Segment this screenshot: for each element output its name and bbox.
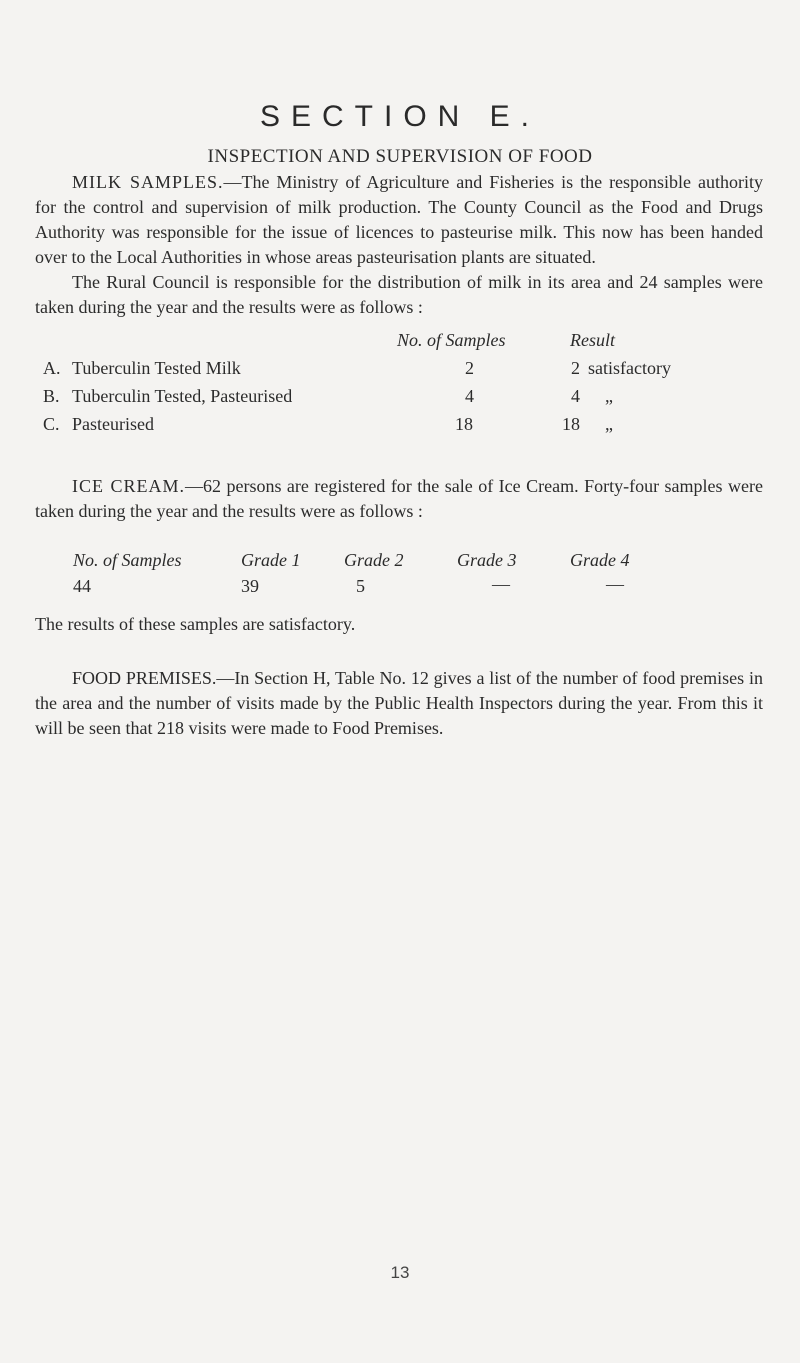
milk-samples-paragraph	[35, 170, 763, 270]
row-letter: A.	[43, 358, 61, 378]
header-grade-4: Grade 4	[570, 550, 630, 570]
row-label: Tuberculin Tested, Pasteurised	[72, 386, 293, 406]
page-number: 13	[390, 1263, 410, 1282]
value-grade-4: —	[606, 574, 624, 594]
header-grade-2: Grade 2	[344, 550, 404, 570]
header-grade-1: Grade 1	[241, 550, 301, 570]
row-label: Pasteurised	[72, 414, 154, 434]
milk-table-header	[35, 330, 765, 354]
ice-cream-lead: ICE CREAM.	[72, 476, 185, 496]
row-result-text: satisfactory	[588, 358, 671, 378]
table-row	[35, 386, 765, 410]
header-no-of-samples: No. of Samples	[397, 330, 506, 350]
section-heading: SECTION E.	[259, 100, 541, 133]
row-label: Tuberculin Tested Milk	[72, 358, 241, 378]
row-result-text: „	[605, 414, 613, 434]
ice-cream-paragraph	[35, 474, 763, 524]
header-no-of-samples: No. of Samples	[73, 550, 182, 570]
food-premises-text: —In Section H, Table No. 12 gives a list of the number of food premises in the area and the number of visits made by the Public Health Inspectors during the year. From this it will be seen that 218 visits were made to Food Premises.	[35, 668, 763, 738]
milk-samples-text: —The Ministry of Agriculture and Fisheries is the responsible authority for the control and supervision of milk production. The County Council as the Food and Drugs Authority was responsible for the issue of licences to pasteurise milk. This now has been handed over to the Local Authorities in whose areas pasteurisation plants are situated.	[35, 172, 763, 267]
row-letter: C.	[43, 414, 60, 434]
table-row	[35, 414, 765, 438]
row-samples: 4	[465, 386, 474, 406]
milk-samples-lead: MILK SAMPLES.	[72, 172, 224, 192]
row-result-number: 4	[571, 386, 580, 406]
row-samples: 18	[455, 414, 473, 434]
rural-council-paragraph	[35, 270, 763, 320]
row-result-text: „	[605, 386, 613, 406]
table-row	[35, 358, 765, 382]
row-result-number: 18	[562, 414, 580, 434]
value-grade-3: —	[492, 574, 510, 594]
value-grade-2: 5	[356, 576, 365, 596]
header-result: Result	[570, 330, 615, 350]
rural-council-text: The Rural Council is responsible for the distribution of milk in its area and 24 samples were taken during the year and the results were as follows :	[35, 272, 763, 317]
header-grade-3: Grade 3	[457, 550, 517, 570]
value-grade-1: 39	[241, 576, 259, 596]
row-result-number: 2	[571, 358, 580, 378]
food-premises-paragraph	[35, 666, 763, 741]
row-letter: B.	[43, 386, 60, 406]
value-no-of-samples: 44	[73, 576, 91, 596]
food-premises-lead: FOOD PREMISES.	[72, 668, 217, 688]
ice-cream-text: —62 persons are registered for the sale of Ice Cream. Forty-four samples were taken during the year and the results were as follows :	[35, 476, 763, 521]
results-note: The results of these samples are satisfactory.	[35, 614, 356, 634]
page-title: INSPECTION AND SUPERVISION OF FOOD	[207, 146, 593, 167]
row-samples: 2	[465, 358, 474, 378]
